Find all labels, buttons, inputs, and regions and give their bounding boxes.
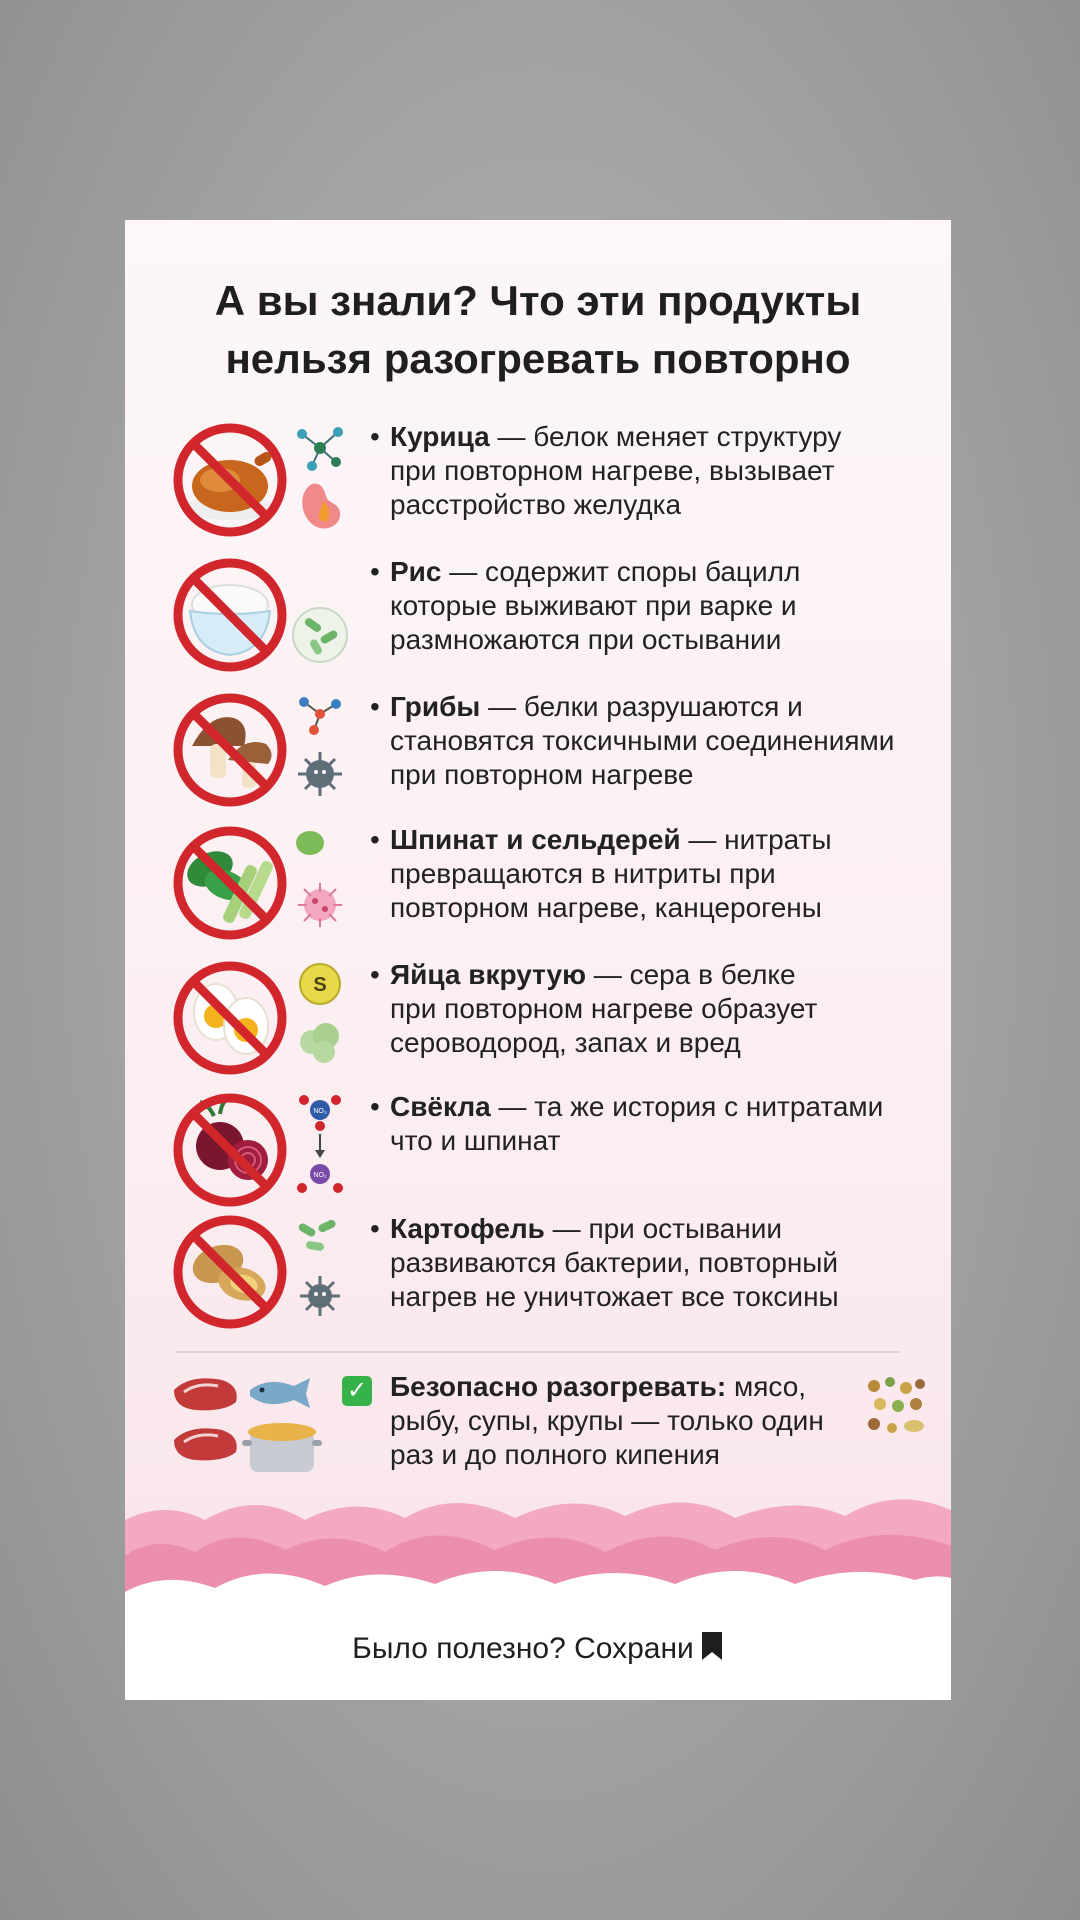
safe-line-3: раз и до полного кипения — [390, 1439, 720, 1470]
nitrate-molecule-icon — [290, 1090, 350, 1210]
clouds-decoration — [125, 1480, 951, 1700]
meat-fish-soup-icon — [170, 1370, 330, 1490]
item-line-3: расстройство желудка — [390, 489, 682, 520]
bookmark-icon[interactable] — [700, 1630, 724, 1662]
item-line-2: которые выживают при варке и — [390, 590, 797, 621]
germ-icon — [290, 823, 350, 943]
item-line-2: что и шпинат — [390, 1125, 561, 1156]
no2-label: NO₂ — [313, 1172, 327, 1179]
virus-icon — [290, 690, 350, 810]
sulfur-label: S — [313, 974, 327, 996]
item-name: Яйца вкрутую — [390, 959, 587, 990]
bullet: • — [370, 421, 380, 452]
item-line-2: превращаются в нитриты при — [390, 858, 776, 889]
item-line-1: — сера в белке — [586, 959, 796, 990]
item-line-2: становятся токсичными соединениями — [390, 725, 895, 756]
item-line-3: повторном нагреве, канцерогены — [390, 892, 822, 923]
item-name: Свёкла — [390, 1091, 491, 1122]
item-name: Рис — [390, 556, 442, 587]
item-line-1: — нитраты — [680, 824, 832, 855]
item-name: Грибы — [390, 691, 481, 722]
item-line-2: при повторном нагреве образует — [390, 993, 818, 1024]
item-text — [390, 420, 945, 522]
potato-icon — [170, 1212, 290, 1332]
divider — [175, 1351, 901, 1353]
item-name: Курица — [390, 421, 490, 452]
list-item-chicken — [170, 420, 940, 542]
check-icon: ✓ — [342, 1376, 372, 1406]
item-name: Шпинат и сельдерей — [390, 824, 681, 855]
beet-icon — [170, 1090, 290, 1210]
sulfur-icon — [290, 958, 350, 1078]
item-line-1: — та же история с нитратами — [490, 1091, 884, 1122]
bacteria-icon — [290, 555, 350, 675]
list-item-mushrooms — [170, 690, 940, 812]
safe-section — [170, 1370, 940, 1480]
item-name: Картофель — [390, 1213, 545, 1244]
no3-label: NO₃ — [313, 1108, 327, 1115]
item-line-3: сероводород, запах и вред — [390, 1027, 741, 1058]
grains-icon — [860, 1374, 940, 1454]
list-item-eggs — [170, 958, 940, 1080]
safe-label: Безопасно разогревать: — [390, 1371, 727, 1402]
bacteria-virus-icon — [290, 1212, 350, 1332]
item-line-3: при повторном нагреве — [390, 759, 694, 790]
item-line-1: — белок меняет структуру — [489, 421, 842, 452]
item-text — [390, 823, 945, 925]
item-text — [390, 1212, 945, 1314]
list-item-beet — [170, 1090, 940, 1212]
item-text — [390, 1090, 945, 1158]
bullet: • — [370, 1091, 380, 1122]
list-item-rice — [170, 555, 940, 677]
item-line-2: при повторном нагреве, вызывает — [390, 455, 835, 486]
item-text — [390, 555, 945, 657]
mushroom-icon — [170, 690, 290, 810]
spinach-celery-icon — [170, 823, 290, 943]
safe-text — [390, 1370, 835, 1472]
infographic-card — [125, 220, 951, 1700]
chicken-icon — [170, 420, 290, 540]
item-line-3: размножаются при остывании — [390, 624, 782, 655]
page-title — [125, 272, 951, 388]
item-line-1: — белки разрушаются и — [480, 691, 803, 722]
safe-line-2: рыбу, супы, крупы — только один — [390, 1405, 824, 1436]
safe-line-1: мясо, — [726, 1371, 807, 1402]
bullet: • — [370, 691, 380, 722]
list-item-potato — [170, 1212, 940, 1334]
bullet: • — [370, 959, 380, 990]
bullet: • — [370, 1213, 380, 1244]
molecule-stomach-icon — [290, 420, 350, 540]
item-line-1: — при остывании — [544, 1213, 783, 1244]
item-line-3: нагрев не уничтожает все токсины — [390, 1281, 839, 1312]
item-text — [390, 958, 945, 1060]
item-text — [390, 690, 945, 792]
list-item-spinach-celery — [170, 823, 940, 945]
footer — [125, 1630, 951, 1666]
title-line-1: А вы знали? Что эти продукты — [214, 277, 862, 324]
rice-bowl-icon — [170, 555, 290, 675]
item-line-1: — содержит споры бацилл — [441, 556, 801, 587]
boiled-egg-icon — [170, 958, 290, 1078]
footer-text: Было полезно? Сохрани — [352, 1632, 694, 1665]
bullet: • — [370, 824, 380, 855]
bullet: • — [370, 556, 380, 587]
item-line-2: развиваются бактерии, повторный — [390, 1247, 839, 1278]
title-line-2: нельзя разогревать повторно — [225, 335, 851, 382]
